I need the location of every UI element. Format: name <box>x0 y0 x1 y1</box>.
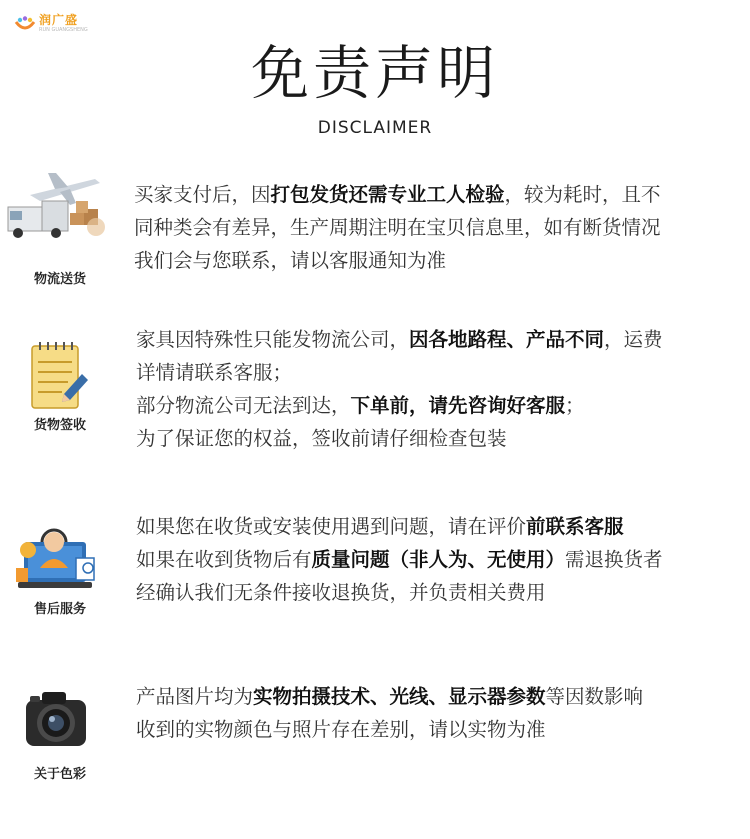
text-run: 经确认我们无条件接收退换货，并负责相关费用 <box>136 581 546 604</box>
text-run: ； <box>565 394 585 417</box>
logistics-icon <box>0 165 110 255</box>
text-run: 为了保证您的权益，签收前请仔细检查包装 <box>136 427 507 450</box>
text-run-bold: 质量问题（非人为、无使用） <box>311 548 566 571</box>
text-line <box>136 543 663 576</box>
text-run: ，较为耗时，且不 <box>504 183 661 206</box>
text-run: 家具因特殊性只能发物流公司， <box>136 328 410 351</box>
text-run: 收到的实物颜色与照片存在差别，请以实物为准 <box>136 718 546 741</box>
text-line <box>136 510 663 543</box>
brand-name: 润广盛 <box>39 13 79 27</box>
text-run: 需退换货者 <box>565 548 663 571</box>
text-run: 我们会与您联系，请以客服通知为准 <box>134 249 447 272</box>
section-text-sign <box>136 323 663 455</box>
text-run: 等因数影响 <box>545 685 644 708</box>
customer-service-icon <box>14 520 100 596</box>
text-line <box>134 244 661 277</box>
section-label-color: 关于色彩 <box>33 767 86 782</box>
text-run-bold: 前联系客服 <box>526 515 624 538</box>
text-line <box>134 178 661 211</box>
notepad-pen-icon <box>22 338 92 418</box>
text-line <box>136 356 663 389</box>
text-run: 详情请联系客服； <box>136 361 293 384</box>
text-line <box>134 211 661 244</box>
section-label-aftersales: 售后服务 <box>33 602 86 617</box>
section-text-color <box>136 680 643 746</box>
page-subtitle: DISCLAIMER <box>317 118 433 138</box>
text-run: 同种类会有差异，生产周期注明在宝贝信息里，如有断货情况 <box>134 216 661 239</box>
text-run: 买家支付后，因 <box>134 183 271 206</box>
text-run: ，运费 <box>604 328 663 351</box>
text-run: 如果在收到货物后有 <box>136 548 312 571</box>
brand-logo <box>14 14 88 33</box>
section-text-logistics <box>134 178 661 277</box>
logo-mark-icon <box>14 16 36 32</box>
text-line <box>136 680 643 713</box>
text-line <box>136 323 663 356</box>
section-label-sign: 货物签收 <box>33 418 86 433</box>
section-label-logistics: 物流送货 <box>33 272 86 287</box>
text-run-bold: 因各地路程、产品不同 <box>409 328 605 351</box>
brand-tagline: RUN GUANGSHENG <box>39 27 88 33</box>
text-run: 产品图片均为 <box>136 685 254 708</box>
text-line <box>136 576 663 609</box>
text-line <box>136 389 663 422</box>
camera-icon <box>22 686 90 756</box>
text-run: 部分物流公司无法到达， <box>136 394 351 417</box>
text-run-bold: 实物拍摄技术、光线、显示器参数 <box>253 685 546 708</box>
text-run: 如果您在收货或安装使用遇到问题，请在评价 <box>136 515 527 538</box>
page-title: 免责声明 <box>250 39 499 107</box>
text-line <box>136 713 643 746</box>
text-run-bold: 打包发货还需专业工人检验 <box>270 183 505 206</box>
text-run-bold: 下单前，请先咨询好客服 <box>350 394 566 417</box>
text-line <box>136 422 663 455</box>
section-text-aftersales <box>136 510 663 609</box>
